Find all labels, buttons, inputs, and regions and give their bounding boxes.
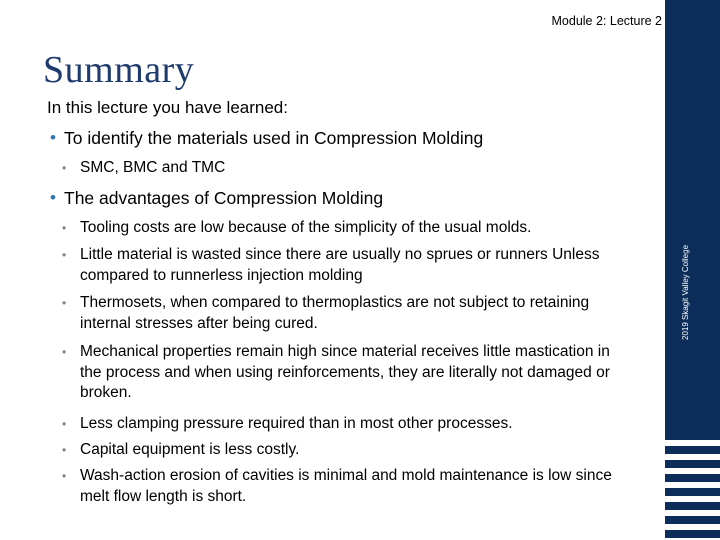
list-item	[62, 293, 622, 334]
list-item	[62, 342, 622, 404]
list-item-text: SMC, BMC and TMC	[80, 159, 226, 176]
bullet-icon: •	[62, 417, 67, 431]
list-item-text: Mechanical properties remain high since material receives little mastication in the process and when using reinforcements, they are literally not damaged or broken.	[80, 343, 610, 401]
bullet-icon: •	[62, 161, 67, 175]
bullet-icon: •	[62, 469, 67, 483]
intro-text: In this lecture you have learned:	[47, 98, 288, 117]
list-item-text: Wash-action erosion of cavities is minimal and mold maintenance is low since melt flow length is short.	[80, 467, 612, 505]
list-item-text: Thermosets, when compared to thermoplastics are not subject to retaining internal stresses after being cured.	[80, 294, 590, 332]
list-item	[62, 414, 622, 435]
slide-title: Summary	[43, 49, 195, 91]
bullet-icon: •	[62, 221, 67, 235]
bullet-icon: •	[62, 248, 67, 262]
section-heading-advantages	[50, 188, 383, 209]
list-item-text: Capital equipment is less costly.	[80, 441, 300, 458]
sidebar-stripes	[665, 432, 720, 540]
list-item	[62, 158, 622, 179]
section-heading-label: To identify the materials used in Compression Molding	[64, 128, 484, 148]
section-heading-materials	[50, 128, 483, 149]
bullet-icon: •	[62, 443, 67, 457]
list-item-text: Little material is wasted since there are usually no sprues or runners Unless compared to runnerless injection molding	[80, 246, 600, 284]
bullet-icon: •	[62, 296, 67, 310]
list-item	[62, 466, 622, 507]
sidebar-vertical-text: 2019 Skagit Valley College	[681, 244, 690, 340]
list-item-text: Tooling costs are low because of the simplicity of the usual molds.	[80, 219, 532, 236]
bullet-icon: •	[62, 345, 67, 359]
bullet-icon: •	[50, 128, 56, 147]
list-item	[62, 245, 622, 286]
bullet-icon: •	[50, 188, 56, 207]
list-item	[62, 440, 622, 461]
section-heading-label: The advantages of Compression Molding	[64, 188, 384, 208]
list-item-text: Less clamping pressure required than in most other processes.	[80, 415, 513, 432]
module-label: Module 2: Lecture 2	[551, 14, 662, 28]
list-item	[62, 218, 622, 239]
sidebar-bar	[665, 0, 720, 432]
